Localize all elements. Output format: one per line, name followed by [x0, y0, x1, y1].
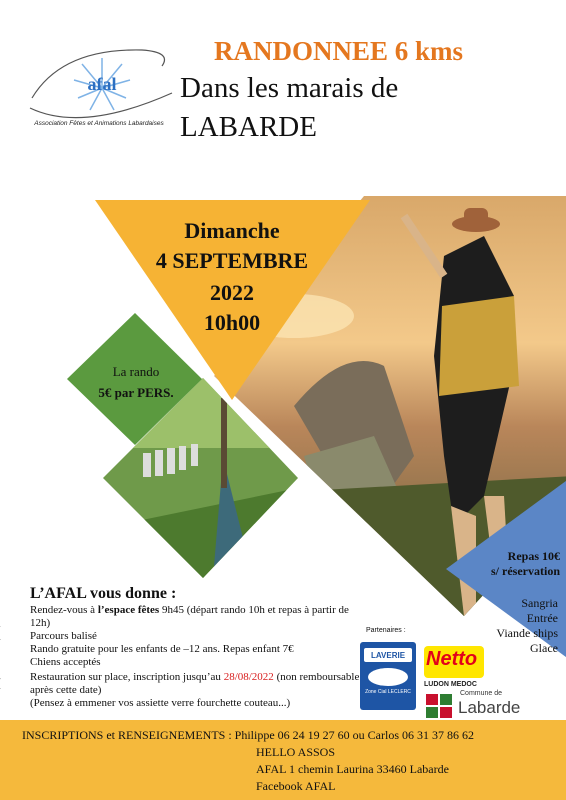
laverie-logo: [360, 642, 416, 710]
meal-title: [472, 549, 560, 579]
netto-location: LUDON MEDOC: [424, 681, 477, 688]
event-subtitle-line2: LABARDE: [180, 111, 317, 143]
event-time: 10h00: [203, 310, 261, 335]
price-label: La rando: [112, 364, 160, 379]
partners-label: Partenaires :: [366, 627, 406, 634]
info-enfants: Rando gratuite pour les enfants de –12 ans. Repas enfant 7€: [30, 643, 294, 655]
footer-facebook: Facebook AFAL: [256, 779, 336, 793]
netto-text: Netto: [426, 648, 478, 670]
footer-hello-assos: HELLO ASSOS: [256, 745, 336, 759]
laverie-text: LAVERIE: [370, 650, 406, 660]
commune-small: Commune de: [460, 690, 503, 697]
meal-reservation: s/ réservation: [491, 564, 560, 578]
menu-item: Sangria: [521, 596, 558, 610]
event-date: 4 SEPTEMBRE: [155, 248, 309, 273]
footer-address: AFAL 1 chemin Laurina 33460 Labarde: [256, 762, 449, 776]
meal-price: Repas 10€: [507, 549, 560, 563]
event-title: RANDONNEE 6 kms: [214, 36, 464, 66]
commune-name: Labarde: [458, 698, 521, 717]
info-restauration: Restauration sur place, inscription jusqu’au 28/08/2022 (non remboursable après cette date): [30, 671, 360, 696]
menu-item: Glace: [530, 641, 558, 655]
menu-item: Entrée: [526, 611, 558, 625]
info-assiette: (Pensez à emmener vos assiette verre fourchette couteau...): [30, 697, 291, 709]
event-day: Dimanche: [184, 218, 280, 243]
event-year: 2022: [210, 280, 254, 305]
event-subtitle-line1: Dans les marais de: [180, 72, 399, 104]
price-value: 5€ par PERS.: [98, 385, 174, 400]
logo-badge: afal: [87, 74, 117, 94]
netto-logo: [424, 646, 484, 678]
logo-caption: Association Fêtes et Animations Labardaises: [34, 120, 164, 127]
venue-name: l’espace fêtes: [97, 604, 160, 616]
commune-logo: [426, 690, 546, 720]
info-parcours: Parcours balisé: [30, 630, 97, 642]
deadline-date: 28/08/2022: [223, 671, 274, 683]
menu-item: Viande ships: [496, 626, 558, 640]
leclerc-text: Zone Cial LECLERC: [365, 689, 411, 695]
info-title: L’AFAL vous donne :: [30, 585, 177, 602]
footer-contacts: INSCRIPTIONS et RENSEIGNEMENTS : Philippe 06 24 19 27 60 ou Carlos 06 31 37 86 62: [22, 728, 475, 742]
info-rendezvous: Rendez-vous à l’espace fêtes 9h45 (départ rando 10h et repas à partir de 12h): [30, 604, 349, 629]
info-chiens: Chiens acceptés: [30, 656, 101, 668]
